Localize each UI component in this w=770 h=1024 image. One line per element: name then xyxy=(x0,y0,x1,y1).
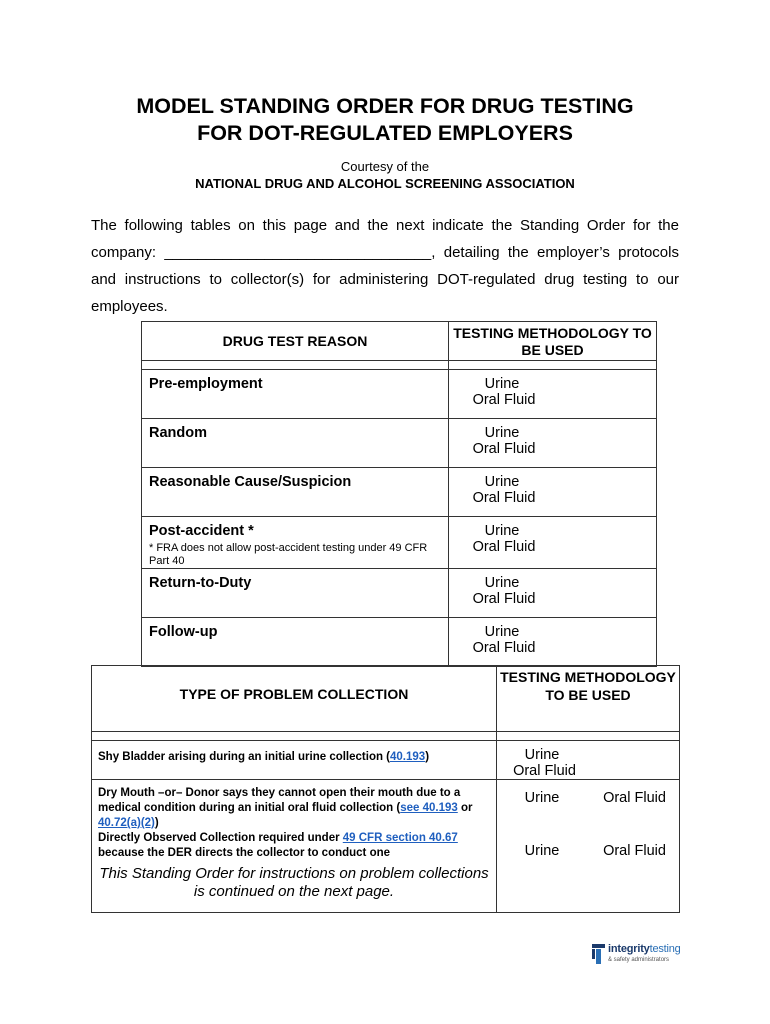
method-urine: Urine xyxy=(484,474,520,490)
link-40-72-a-2[interactable]: 40.72(a)(2) xyxy=(98,817,155,829)
method-urine: Urine xyxy=(524,747,560,763)
method-oral-fluid: Oral Fluid xyxy=(472,392,536,408)
table-row xyxy=(92,862,680,913)
logo-brand-light: testing xyxy=(649,943,681,955)
methodology-cell xyxy=(449,517,657,569)
method-urine: Urine xyxy=(524,843,560,859)
methodology-cell xyxy=(449,569,657,618)
reason-cell: Random xyxy=(142,419,449,468)
courtesy-block xyxy=(0,158,770,192)
methodology-cell xyxy=(449,468,657,517)
method-oral-fluid: Oral Fluid xyxy=(472,591,536,607)
dry-mouth-text: Dry Mouth –or– Donor says they cannot open their mouth due to a medical condition during an initial oral fluid collection ( xyxy=(98,787,461,814)
empty-cell xyxy=(497,862,680,913)
integrity-testing-logo xyxy=(592,942,682,970)
logo-brand-bold: integrity xyxy=(608,943,650,955)
table-row xyxy=(92,741,680,780)
title-line-2: FOR DOT-REGULATED EMPLOYERS xyxy=(197,121,573,145)
organization-name: NATIONAL DRUG AND ALCOHOL SCREENING ASSOCIATION xyxy=(195,176,575,191)
method-oral-fluid: Oral Fluid xyxy=(472,490,536,506)
reason-cell: Return-to-Duty xyxy=(142,569,449,618)
method-oral-fluid: Oral Fluid xyxy=(603,790,666,806)
title-line-1: MODEL STANDING ORDER FOR DRUG TESTING xyxy=(136,94,634,118)
page-title xyxy=(0,93,770,147)
method-urine: Urine xyxy=(524,790,560,806)
methodology-cell xyxy=(449,419,657,468)
table-row xyxy=(142,419,657,468)
intro-paragraph: The following tables on this page and the next indicate the Standing Order for the company: ________________________________, detailing the employer’s protocols and instructions to collector(s) for administering DOT-regulated drug testing to our employees. xyxy=(91,217,679,315)
methodology-cell xyxy=(449,370,657,419)
method-oral-fluid: Oral Fluid xyxy=(472,441,536,457)
methodology-cell xyxy=(497,780,680,863)
link-40-193[interactable]: 40.193 xyxy=(390,751,426,763)
table-row xyxy=(142,517,657,569)
fra-footnote: * FRA does not allow post-accident testing under 49 CFR Part 40 xyxy=(149,542,428,567)
table-row xyxy=(92,780,680,863)
method-oral-fluid: Oral Fluid xyxy=(472,640,536,656)
courtesy-line: Courtesy of the xyxy=(340,159,430,174)
link-49-cfr-40-67[interactable]: 49 CFR section 40.67 xyxy=(342,832,458,844)
method-urine: Urine xyxy=(484,624,520,640)
logo-tagline: & safety administrators xyxy=(608,957,670,963)
direct-observed-methods xyxy=(497,843,693,859)
dry-mouth-methods xyxy=(497,790,693,806)
method-oral-fluid: Oral Fluid xyxy=(513,763,576,779)
header-testing-methodology: TESTING METHODOLOGY TO BE USED xyxy=(449,322,657,361)
method-urine: Urine xyxy=(484,376,520,392)
continued-note: This Standing Order for instructions on problem collections is continued on the next page. xyxy=(92,862,497,913)
direct-observed-text-end: because the DER directs the collector to conduct one xyxy=(98,847,391,859)
paren-close: ) xyxy=(425,751,430,763)
method-urine: Urine xyxy=(484,425,520,441)
problem-collection-table xyxy=(91,665,680,913)
method-oral-fluid: Oral Fluid xyxy=(603,843,666,859)
table-row xyxy=(142,468,657,517)
method-urine: Urine xyxy=(484,523,520,539)
table-header-row xyxy=(92,666,680,732)
table-spacer-row xyxy=(142,361,657,370)
reason-cell: Follow-up xyxy=(142,618,449,667)
logo-mark-icon xyxy=(592,944,605,966)
header-testing-methodology: TESTING METHODOLOGY TO BE USED xyxy=(497,666,680,732)
header-drug-test-reason: DRUG TEST REASON xyxy=(142,322,449,361)
method-oral-fluid: Oral Fluid xyxy=(472,539,536,555)
header-problem-collection: TYPE OF PROBLEM COLLECTION xyxy=(92,666,497,732)
drug-test-reason-table xyxy=(141,321,657,667)
paren-close: ) xyxy=(154,817,159,829)
table-row xyxy=(142,618,657,667)
table-row xyxy=(142,569,657,618)
table-header-row xyxy=(142,322,657,361)
table-row xyxy=(142,370,657,419)
reason-cell xyxy=(142,517,449,569)
link-see-40-193[interactable]: see 40.193 xyxy=(400,802,458,814)
table-spacer-row xyxy=(92,732,680,741)
direct-observed-text: Directly Observed Collection required under xyxy=(98,832,343,844)
or-text: or xyxy=(457,802,473,814)
reason-label: Post-accident * xyxy=(149,523,254,539)
reason-cell: Reasonable Cause/Suspicion xyxy=(142,468,449,517)
logo-wordmark xyxy=(608,943,681,955)
dry-mouth-cell xyxy=(92,780,497,863)
shy-bladder-cell xyxy=(92,741,497,780)
shy-bladder-text: Shy Bladder arising during an initial urine collection ( xyxy=(98,751,391,763)
method-urine: Urine xyxy=(484,575,520,591)
reason-cell: Pre-employment xyxy=(142,370,449,419)
methodology-cell xyxy=(449,618,657,667)
methodology-cell xyxy=(497,741,680,780)
